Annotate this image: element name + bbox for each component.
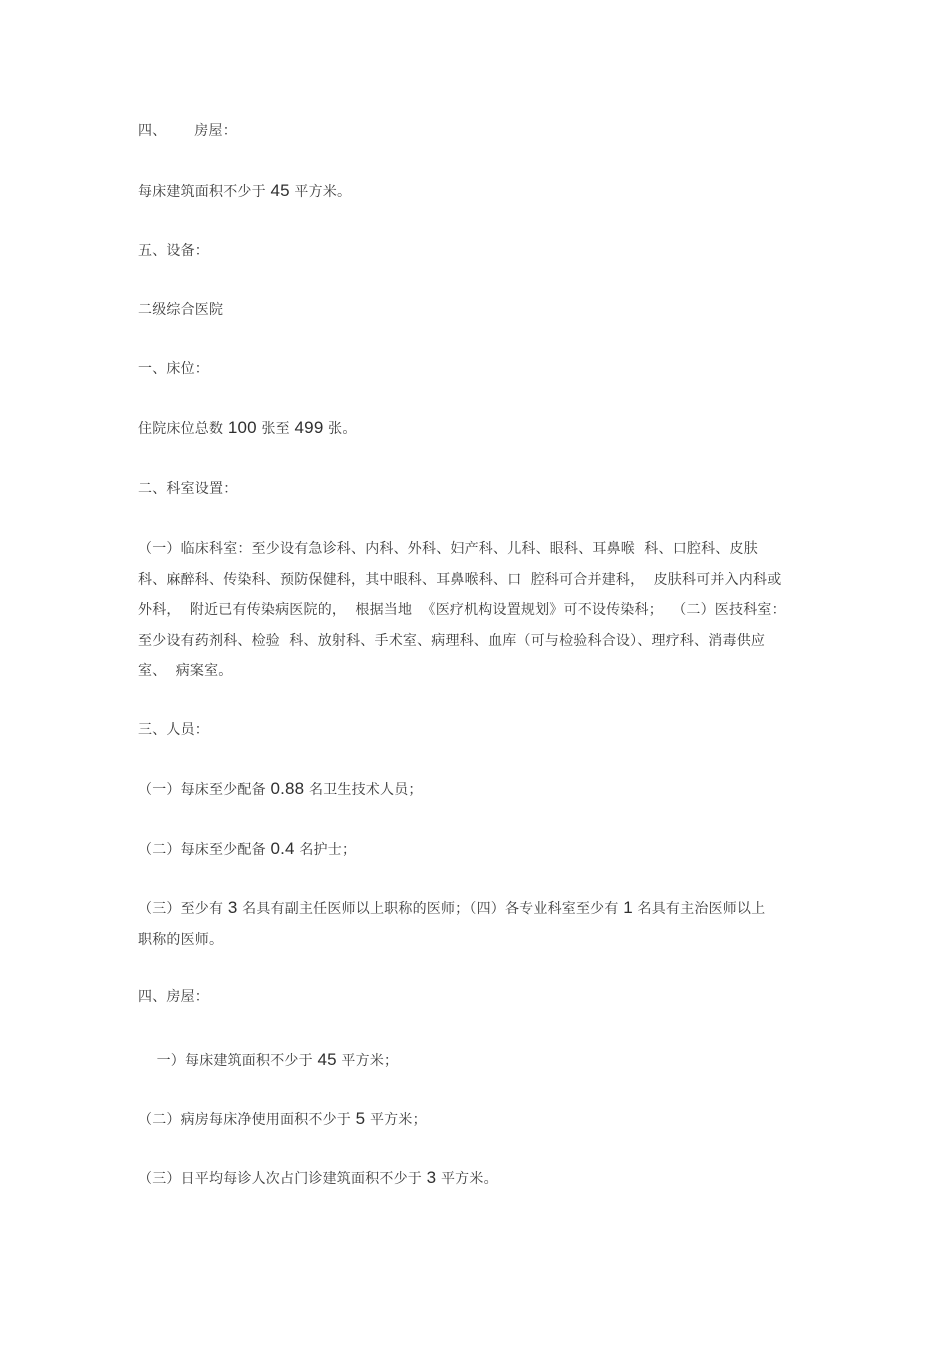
staff-physician-paragraph bbox=[138, 893, 813, 955]
section-heading-departments bbox=[138, 479, 813, 499]
housing-outpatient-area-line bbox=[138, 1168, 813, 1189]
title-text: 二级综合医院 bbox=[138, 302, 224, 318]
text-segment: 名具有副主任医师以上职称的医师；（四）各专业科室至少有 bbox=[237, 901, 624, 917]
number-value: 100 bbox=[227, 418, 257, 437]
text-segment: （二）每床至少配备 bbox=[138, 842, 271, 858]
section-heading-equipment bbox=[138, 241, 813, 261]
heading-text: 五、设备： bbox=[138, 243, 209, 259]
paragraph-line: 外科， 附近已有传染病医院的， 根据当地 《医疗机构设置规划》可不设传染科； （二）医技科室： bbox=[138, 602, 786, 618]
text-segment: 平方米。 bbox=[289, 184, 352, 200]
heading-text: 四、 房屋： bbox=[138, 123, 237, 139]
housing-ward-area-line bbox=[138, 1109, 813, 1130]
number-value: 45 bbox=[317, 1050, 337, 1069]
number-value: 3 bbox=[426, 1168, 437, 1187]
heading-text: 二、科室设置： bbox=[138, 481, 238, 497]
staff-nurse-line bbox=[138, 839, 813, 860]
text-segment: 每床建筑面积不少于 bbox=[138, 184, 271, 200]
number-value: 45 bbox=[270, 181, 290, 200]
text-segment: 名护士； bbox=[294, 842, 357, 858]
paragraph-line: 科、麻醉科、传染科、预防保健科，其中眼科、耳鼻喉科、口 腔科可合并建科， 皮肤科可并入内科或 bbox=[138, 571, 782, 588]
paragraph-line bbox=[138, 893, 813, 925]
text-segment: 名具有主治医师以上 bbox=[632, 901, 766, 917]
section-heading-staff bbox=[138, 720, 813, 740]
number-value: 1 bbox=[623, 898, 633, 917]
staff-tech-line bbox=[138, 779, 813, 800]
section-heading-housing bbox=[138, 121, 813, 141]
text-segment: （一）每床至少配备 bbox=[138, 782, 271, 798]
section-heading-housing-2 bbox=[138, 987, 813, 1007]
text-segment: 平方米。 bbox=[436, 1171, 498, 1187]
housing-bed-area-line bbox=[138, 1050, 813, 1071]
text-segment: （三）日平均每诊人次占门诊建筑面积不少于 bbox=[138, 1171, 427, 1187]
text-segment: 张。 bbox=[323, 421, 357, 437]
text-segment: 名卫生技术人员； bbox=[304, 782, 423, 798]
number-value: 5 bbox=[355, 1109, 366, 1128]
number-value: 0.88 bbox=[270, 779, 305, 798]
number-value: 0.4 bbox=[270, 839, 295, 858]
paragraph-line: 至少设有药剂科、检验 科、放射科、手术室、病理科、血库（可与检验科合设）、理疗科、消毒供应 bbox=[138, 632, 766, 649]
hospital-level-title bbox=[138, 300, 813, 320]
text-segment: （二）病房每床净使用面积不少于 bbox=[138, 1112, 356, 1128]
number-value: 499 bbox=[294, 418, 324, 437]
heading-text: 一、床位： bbox=[138, 361, 209, 377]
paragraph-line: 职称的医师。 bbox=[138, 931, 224, 948]
number-value: 3 bbox=[227, 898, 238, 917]
beds-count-line bbox=[138, 418, 813, 439]
heading-text: 三、人员： bbox=[138, 722, 209, 738]
departments-paragraph bbox=[138, 534, 813, 687]
text-segment: 平方米； bbox=[336, 1053, 399, 1069]
housing-area-line bbox=[138, 181, 813, 202]
paragraph-line: 室、 病案室。 bbox=[138, 663, 233, 679]
text-segment: 平方米； bbox=[365, 1112, 427, 1128]
text-segment: （三）至少有 bbox=[138, 901, 228, 917]
heading-text: 四、房屋： bbox=[138, 989, 209, 1005]
paragraph-line: （一）临床科室：至少设有急诊科、内科、外科、妇产科、儿科、眼科、耳鼻喉 科、口腔科、皮肤 bbox=[138, 541, 758, 557]
text-segment: 住院床位总数 bbox=[138, 421, 228, 437]
text-segment: 张至 bbox=[256, 421, 295, 437]
text-segment: 一）每床建筑面积不少于 bbox=[138, 1053, 318, 1069]
section-heading-beds bbox=[138, 359, 813, 379]
